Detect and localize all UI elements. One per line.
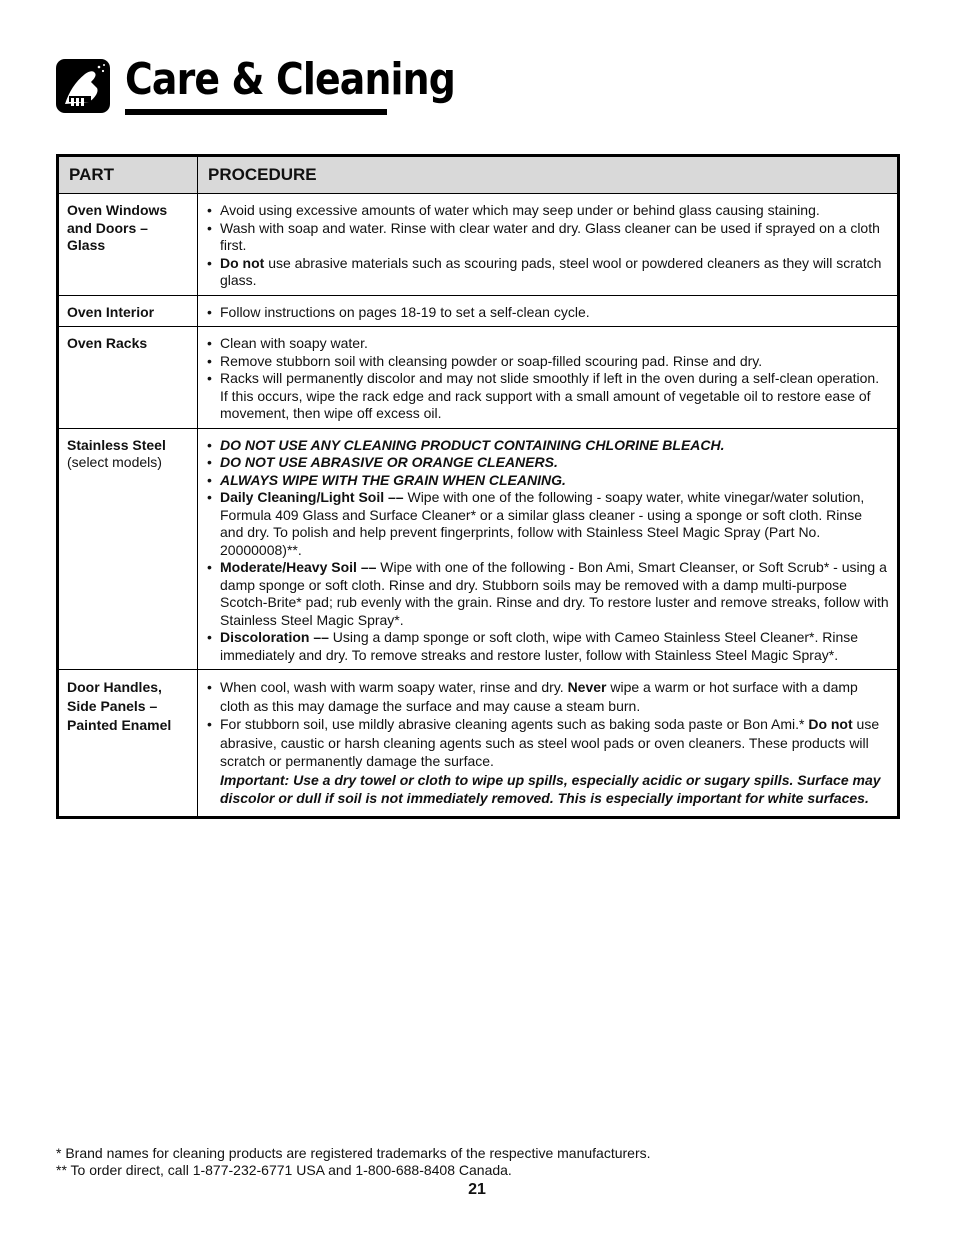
footnotes	[56, 1145, 651, 1179]
page-title: Care & Cleaning	[125, 54, 455, 105]
list-item: • Racks will permanently discolor and may not slide smoothly if left in the oven during a self-clean operation. If this occurs, wipe the rack edge and rack support with a small amount of vegetable oil to restore ease of movement, then wipe off excess oil.	[206, 370, 889, 423]
list-item: • Remove stubborn soil with cleansing powder or soap-filled scouring pad. Rinse and dry.	[206, 353, 889, 371]
list-item: • For stubborn soil, use mildly abrasive cleaning agents such as baking soda paste or Bon Ami.* Do not use abrasive, caustic or harsh cleaning agents such as steel wool pads or oven cleaners. These products will scratch or permanently damage the surface.	[206, 715, 889, 771]
list-item: • DO NOT USE ANY CLEANING PRODUCT CONTAINING CHLORINE BLEACH.	[206, 437, 889, 455]
table-row	[58, 327, 899, 429]
list-item: • Follow instructions on pages 18-19 to set a self-clean cycle.	[206, 304, 889, 322]
part-cell: Oven Racks	[58, 327, 198, 429]
footnote: * Brand names for cleaning products are registered trademarks of the respective manufacturers.	[56, 1145, 651, 1161]
list-item: • When cool, wash with warm soapy water, rinse and dry. Never wipe a warm or hot surface with a damp cloth as this may damage the surface and may cause a steam burn.	[206, 678, 889, 715]
table-row	[58, 670, 899, 818]
list-item: • Wash with soap and water. Rinse with clear water and dry. Glass cleaner can be used if sprayed on a cloth first.	[206, 220, 889, 255]
page-number: 21	[468, 1181, 486, 1198]
footnote: ** To order direct, call 1-877-232-6771 USA and 1-800-688-8408 Canada.	[56, 1162, 512, 1178]
list-item: • Moderate/Heavy Soil –– Wipe with one of the following - Bon Ami, Smart Cleanser, or Soft Scrub* - using a damp sponge or soft cloth. Rinse and dry. Stubborn soils may be removed with a damp multi-purpose Scotch-Brite* pad; rub evenly with the grain. Rinse and dry. To restore luster and remove streaks, follow with Stainless Steel Magic Spray*.	[206, 559, 889, 629]
col-header-procedure: PROCEDURE	[198, 156, 899, 194]
part-cell: Door Handles, Side Panels – Painted Enamel	[58, 670, 198, 818]
procedure-cell	[198, 670, 899, 818]
table-row	[58, 428, 899, 670]
part-cell	[58, 428, 198, 670]
page-header	[55, 50, 455, 120]
procedure-cell	[198, 295, 899, 327]
care-table	[56, 154, 900, 819]
table-row	[58, 194, 899, 296]
list-item: • Discoloration –– Using a damp sponge or soft cloth, wipe with Cameo Stainless Steel Cleaner*. Rinse immediately and dry. To remove streaks and restore luster, follow with Stainless Steel Magic Spray*.	[206, 629, 889, 664]
list-item: • Daily Cleaning/Light Soil –– Wipe with one of the following - soapy water, white vinegar/water solution, Formula 409 Glass and Surface Cleaner* or a similar glass cleaner - using a sponge or soft cloth. Rinse and dry. To polish and help prevent fingerprints, follow with Stainless Steel Magic Spray (Part No. 20000008)**.	[206, 489, 889, 559]
procedure-cell	[198, 194, 899, 296]
list-item: • DO NOT USE ABRASIVE OR ORANGE CLEANERS.	[206, 454, 889, 472]
table-row	[58, 295, 899, 327]
procedure-cell	[198, 428, 899, 670]
list-item: • Clean with soapy water.	[206, 335, 889, 353]
list-item: • Avoid using excessive amounts of water which may seep under or behind glass causing staining.	[206, 202, 889, 220]
cleaning-hand-icon	[55, 58, 111, 114]
part-sublabel: (select models)	[67, 454, 162, 470]
list-item: • Do not use abrasive materials such as scouring pads, steel wool or powdered cleaners as they will scratch glass.	[206, 255, 889, 290]
title-underline	[125, 109, 387, 115]
important-note: Important: Use a dry towel or cloth to wipe up spills, especially acidic or sugary spills. Surface may discolor or dull if soil is not immediately removed. This is especially important for white surfaces.	[220, 771, 881, 806]
procedure-cell	[198, 327, 899, 429]
part-label: Stainless Steel	[67, 436, 166, 453]
list-item: • ALWAYS WIPE WITH THE GRAIN WHEN CLEANING.	[206, 472, 889, 490]
col-header-part: PART	[58, 156, 198, 194]
table-header-row	[58, 156, 899, 194]
part-cell: Oven Interior	[58, 295, 198, 327]
part-cell: Oven Windows and Doors – Glass	[58, 194, 198, 296]
